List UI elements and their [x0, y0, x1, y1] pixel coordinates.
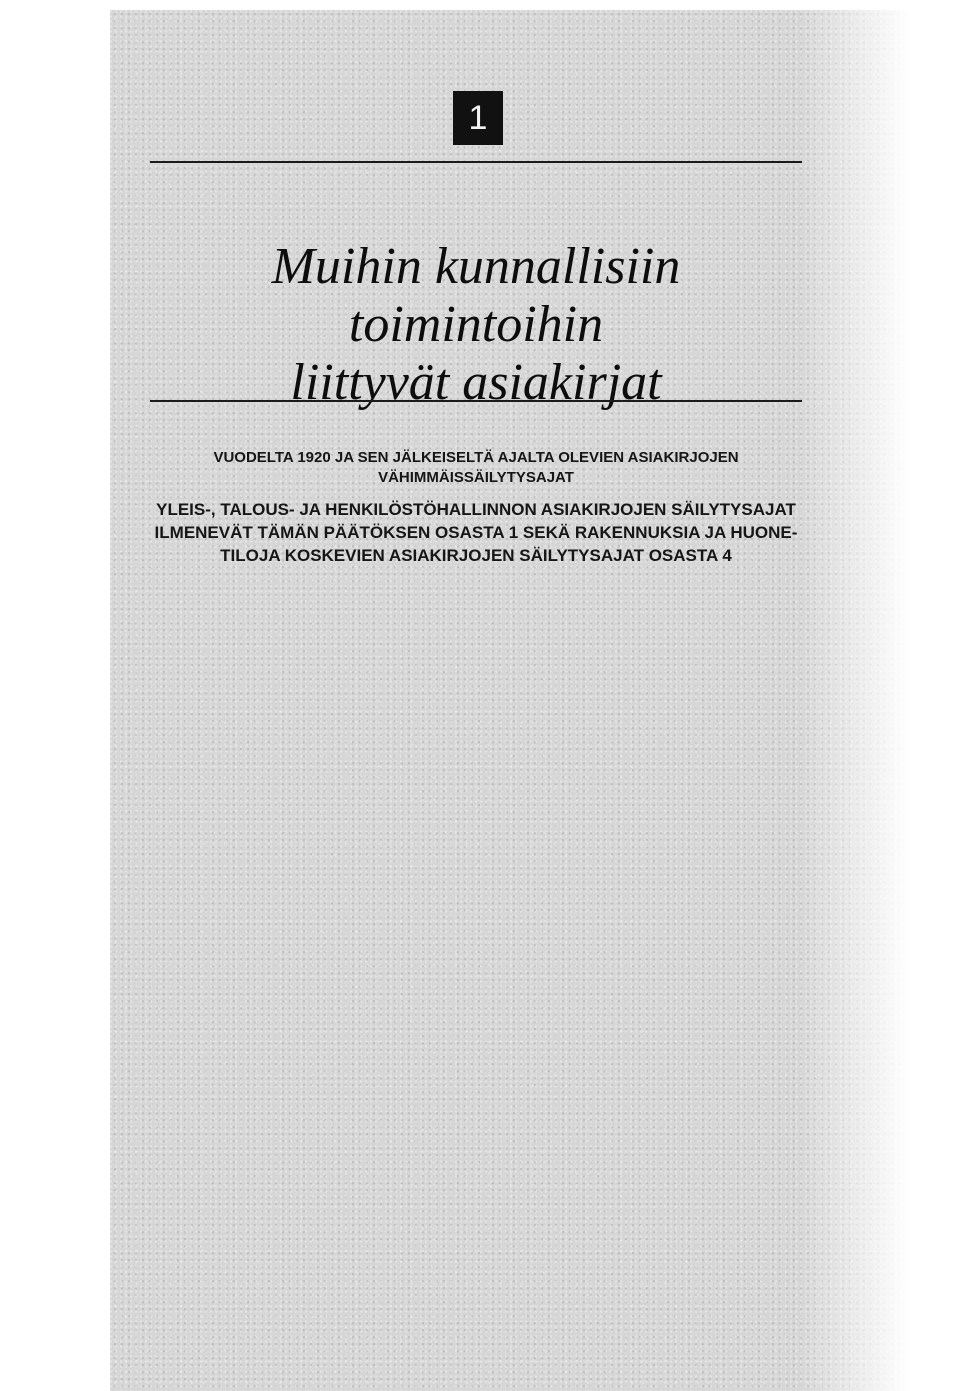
scanned-page	[110, 10, 910, 1391]
chapter-title-line-2: liittyvät asiakirjat	[290, 354, 662, 411]
section-subtitle	[150, 448, 802, 488]
statement-line-3: TILOJA KOSKEVIEN ASIAKIRJOJEN SÄILYTYSAJAT OSASTA 4	[220, 546, 732, 565]
chapter-number-badge: 1	[453, 91, 503, 145]
bottom-divider	[150, 400, 802, 402]
subtitle-line-2: VÄHIMMÄISSÄILYTYSAJAT	[378, 469, 574, 486]
statement-line-1: YLEIS-, TALOUS- JA HENKILÖSTÖHALLINNON ASIAKIRJOJEN SÄILYTYSAJAT	[156, 500, 796, 519]
chapter-title	[150, 238, 802, 412]
scan-edge-fade	[800, 10, 910, 1391]
chapter-title-line-1: Muihin kunnallisiin toimintoihin	[271, 238, 681, 353]
subtitle-line-1: VUODELTA 1920 JA SEN JÄLKEISELTÄ AJALTA OLEVIEN ASIAKIRJOJEN	[213, 449, 739, 466]
top-divider	[150, 161, 802, 163]
retention-statement	[140, 498, 812, 567]
statement-line-2: ILMENEVÄT TÄMÄN PÄÄTÖKSEN OSASTA 1 SEKÄ RAKENNUKSIA JA HUONE-	[154, 523, 798, 542]
